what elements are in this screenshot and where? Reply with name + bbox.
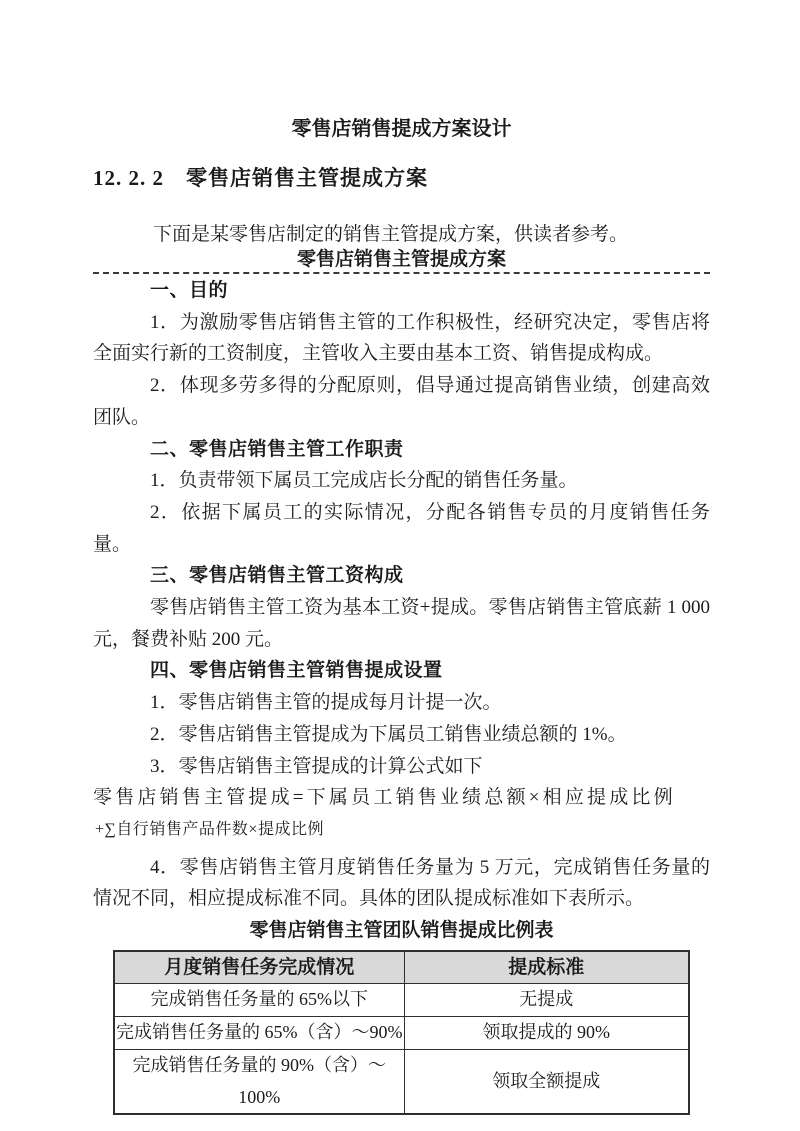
table-header-completion: 月度销售任务完成情况	[114, 951, 404, 984]
intro-paragraph: 下面是某零售店制定的销售主管提成方案，供读者参考。	[153, 224, 629, 245]
commission-formula-main: 零售店销售主管提成=下属员工销售业绩总额×相应提成比例	[93, 787, 676, 809]
table-cell-completion: 完成销售任务量的 65%以下	[114, 984, 404, 1017]
section3-heading: 三、零售店销售主管工资构成	[150, 565, 404, 587]
section4-item4: 4．零售店销售主管月度销售任务量为 5 万元，完成销售任务量的情况不同，相应提成标准不同。具体的团队提成标准如下表所示。	[93, 856, 710, 910]
table-cell-completion: 完成销售任务量的 90%（含）～100%	[114, 1049, 404, 1114]
section4-item2: 2．零售店销售主管提成为下属员工销售业绩总额的 1%。	[150, 723, 627, 745]
table-cell-standard: 领取全额提成	[404, 1049, 689, 1114]
commission-table-title: 零售店销售主管团队销售提成比例表	[249, 920, 554, 942]
document-title: 零售店销售提成方案设计	[291, 118, 512, 140]
plan-title: 零售店销售主管提成方案	[296, 249, 506, 270]
section2-item2: 2．依据下属员工的实际情况，分配各销售专员的月度销售任务量。	[93, 501, 710, 555]
table-cell-standard: 无提成	[404, 984, 689, 1017]
section2-heading: 二、零售店销售主管工作职责	[150, 438, 404, 460]
table-row	[114, 1049, 689, 1114]
table-row	[114, 984, 689, 1017]
section2-item1: 1．负责带领下属员工完成店长分配的销售任务量。	[150, 470, 578, 492]
section4-item3: 3．零售店销售主管提成的计算公式如下	[150, 755, 483, 777]
section3-body: 零售店销售主管工资为基本工资+提成。零售店销售主管底薪 1 000 元，餐费补贴 200 元。	[93, 597, 710, 650]
table-cell-completion: 完成销售任务量的 65%（含）～90%	[114, 1017, 404, 1050]
document-body	[93, 275, 710, 1115]
section1-item2: 2．体现多劳多得的分配原则，倡导通过提高销售业绩，创建高效团队。	[93, 375, 710, 428]
table-header-standard: 提成标准	[404, 951, 689, 984]
section1-heading: 一、目的	[150, 280, 229, 301]
commission-rate-table	[113, 950, 690, 1116]
table-cell-standard: 领取提成的 90%	[404, 1017, 689, 1050]
dashed-divider	[93, 272, 710, 274]
section1-item1: 1．为激励零售店销售主管的工作积极性，经研究决定，零售店将全面实行新的工资制度，主管收入主要由基本工资、销售提成构成。	[93, 311, 710, 365]
chapter-heading: 12. 2. 2 零售店销售主管提成方案	[93, 166, 428, 190]
commission-formula-sub: +∑自行销售产品件数×提成比例	[95, 820, 324, 838]
table-header-row	[114, 951, 689, 984]
table-row	[114, 1017, 689, 1050]
section4-heading: 四、零售店销售主管销售提成设置	[150, 660, 443, 682]
section4-item1: 1．零售店销售主管的提成每月计提一次。	[150, 692, 502, 714]
